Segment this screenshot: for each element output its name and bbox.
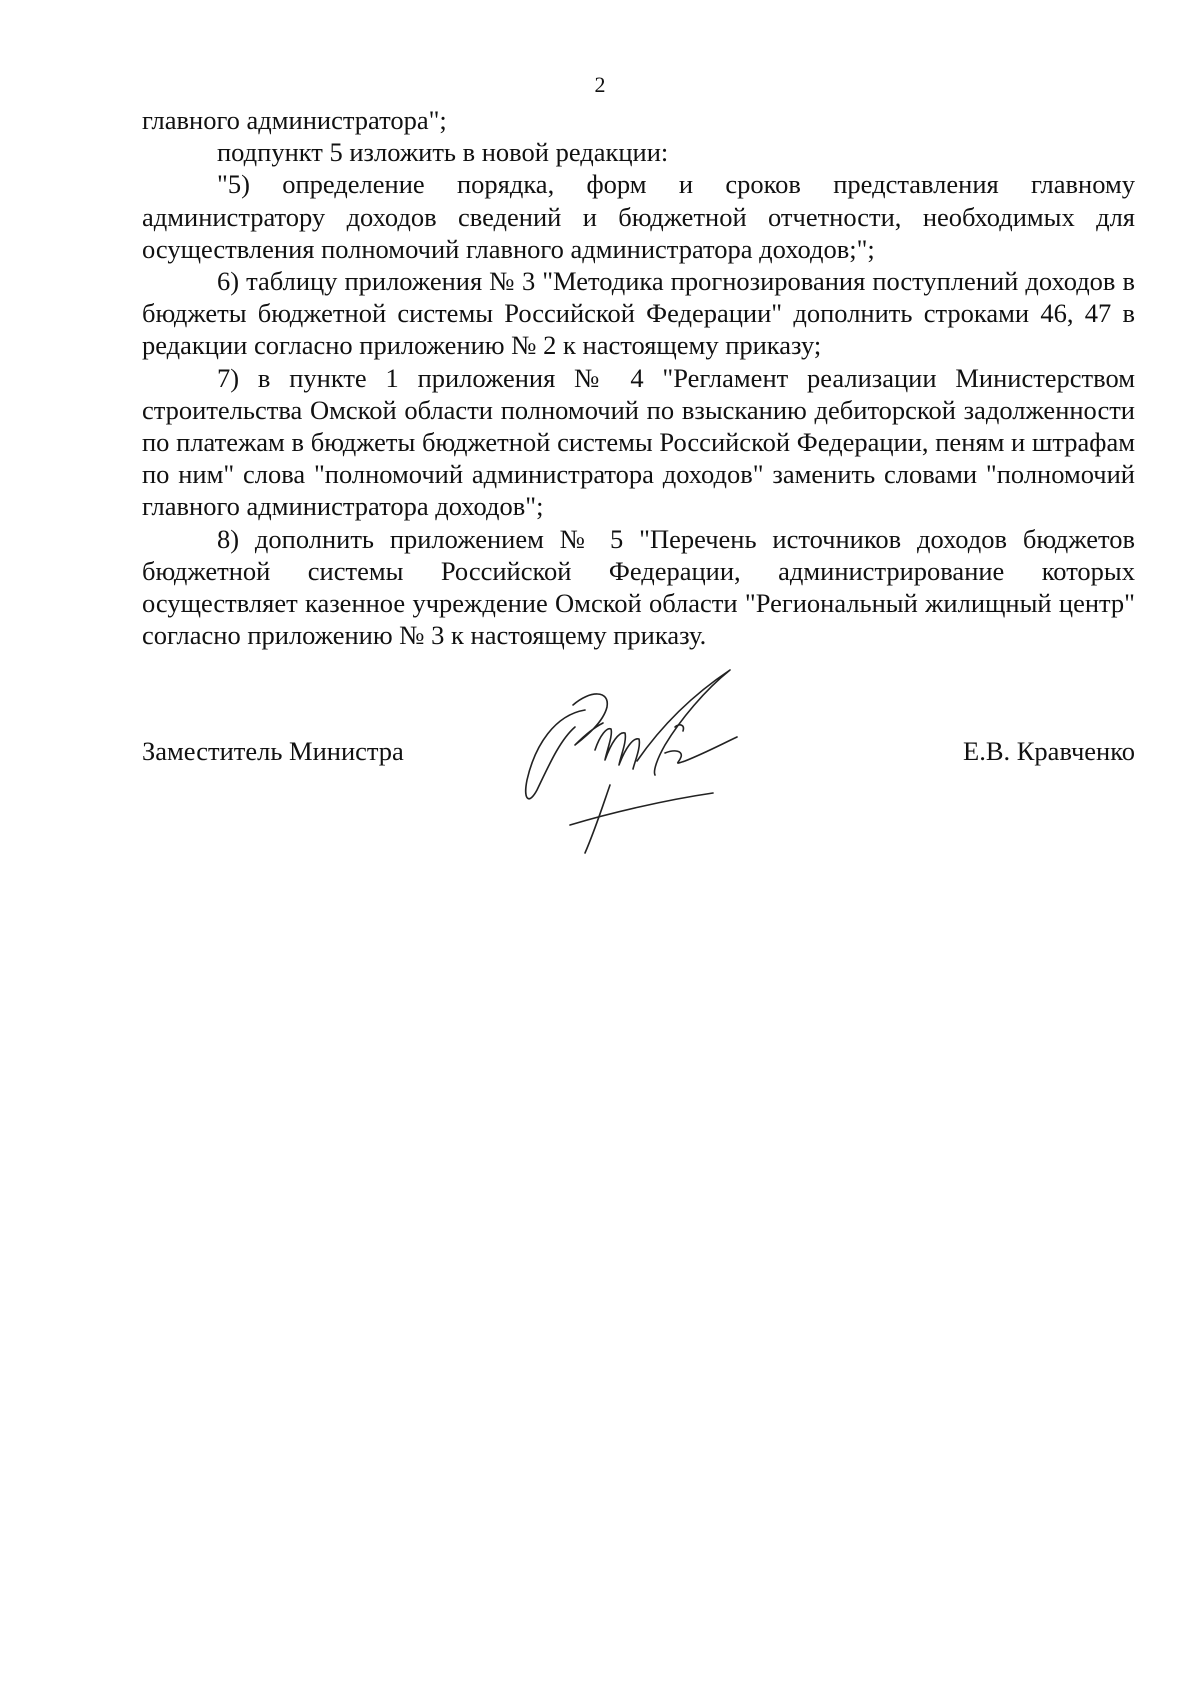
page-number: 2 <box>594 72 606 97</box>
paragraph-item-7: 7) в пункте 1 приложения № 4 "Регламент реализации Министерством строительства Омской области полномочий по взысканию дебиторской задолженности по платежам в бюджеты бюджетной системы Российской Федерации, пеням и штрафам по ним" слова "полномочий администратора доходов" заменить словами "полномочий главного администратора доходов"; <box>142 362 1135 522</box>
paragraph-item-8: 8) дополнить приложением № 5 "Перечень источников доходов бюджетов бюджетной системы Российской Федерации, администрирование которых осуществляет казенное учреждение Омской области "Региональный жилищный центр" согласно приложению № 3 к настоящему приказу. <box>142 523 1135 651</box>
paragraph-continuation: главного администратора"; <box>142 105 447 135</box>
handwritten-signature <box>515 665 745 855</box>
paragraph-subpoint-5-text: "5) определение порядка, форм и сроков представления главному администратору доходов сведений и бюджетной отчетности, необходимых для осуществления полномочий главного администратора доходов;"; <box>142 169 1135 264</box>
document-body <box>142 104 1135 651</box>
signatory-position: Заместитель Министра <box>142 736 404 766</box>
paragraph-item-6: 6) таблицу приложения № 3 "Методика прогнозирования поступлений доходов в бюджеты бюджетной системы Российской Федерации" дополнить строками 46, 47 в редакции согласно приложению № 2 к настоящему приказу; <box>142 266 1135 361</box>
signatory-name: Е.В. Кравченко <box>963 736 1135 766</box>
paragraph-subpoint-5-intro: подпункт 5 изложить в новой редакции: <box>217 137 669 168</box>
